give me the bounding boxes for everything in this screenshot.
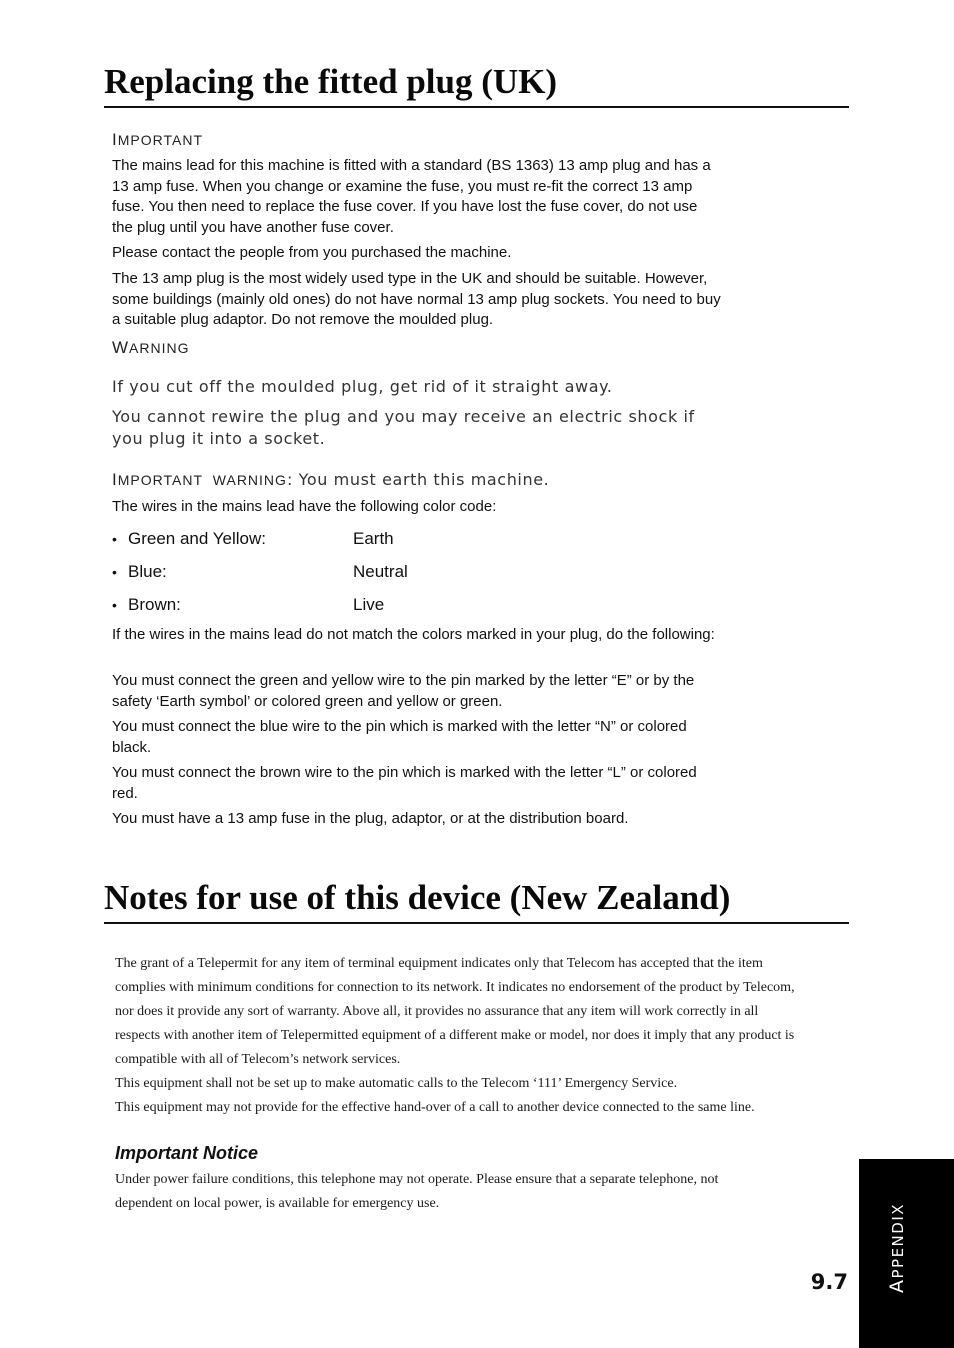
important-notice-heading: Important Notice [115, 1143, 259, 1163]
important-label-cap: I [112, 130, 118, 149]
fuse-paragraph: The mains lead for this machine is fitted with a standard (BS 1363) 13 amp plug and has a 13 amp fuse. When you change or examine the fuse, you must re-fit the correct 13 amp fuse. You then need to replace the fuse cover. If you have lost the fuse cover, do not use the plug until you have another fuse cover. [112, 157, 711, 236]
fuse-location-instruction: You must have a 13 amp fuse in the plug, adaptor, or at the distribution board. [112, 810, 629, 827]
telepermit-paragraph: The grant of a Telepermit for any item of terminal equipment indicates only that Telecom has accepted that the item complies with minimum conditions for connection to its network. It indicates no endorsement of the product by Telecom, nor does it provide any sort of warranty. Above all, it provides no assurance that any item will work correctly in all respects with another item of Telepermitted equipment of a different make or model, nor does it imply that any product is compatible with all of Telecom’s network services. [115, 956, 795, 1067]
bullet: • [112, 531, 117, 547]
bullet: • [112, 564, 117, 580]
important-warning-line [112, 470, 549, 490]
brown-instruction: You must connect the brown wire to the pin which is marked with the letter “L” or colored red. [112, 764, 697, 802]
important-label-rest: MPORTANT [117, 132, 203, 148]
wire-function: Neutral [353, 562, 408, 581]
wire-row-live [112, 594, 532, 616]
uk-section-title: Replacing the fitted plug (UK) [104, 62, 558, 101]
handover-paragraph: This equipment may not provide for the effective hand-over of a call to another device connected to the same line. [115, 1100, 755, 1115]
wire-color: Brown: [128, 595, 181, 614]
warning-label-rest: ARNING [129, 340, 190, 356]
nz-title-rule [104, 922, 849, 924]
color-code-intro: The wires in the mains lead have the following color code: [112, 498, 497, 515]
blue-instruction: You must connect the blue wire to the pin which is marked with the letter “N” or colored black. [112, 718, 687, 756]
wire-function: Earth [353, 529, 394, 548]
iw-rest-2: WARNING [212, 472, 287, 488]
wire-row-earth [112, 528, 532, 550]
wire-color: Green and Yellow: [128, 529, 266, 548]
mismatch-paragraph: If the wires in the mains lead do not match the colors marked in your plug, do the following: [112, 626, 715, 643]
wire-color: Blue: [128, 562, 167, 581]
bullet: • [112, 597, 117, 613]
plug-type-paragraph: The 13 amp plug is the most widely used type in the UK and should be suitable. However, some buildings (mainly old ones) do not have normal 13 amp plug sockets. You need to buy a suitable plug adaptor. Do not remove the moulded plug. [112, 270, 721, 328]
wire-function: Live [353, 595, 385, 614]
page-number: 9.7 [810, 1270, 848, 1294]
iw-rest-1: MPORTANT [117, 472, 203, 488]
appendix-label [871, 1193, 923, 1303]
green-yellow-instruction: You must connect the green and yellow wire to the pin marked by the letter “E” or by the safety ‘Earth symbol’ or colored green and yellow or green. [112, 672, 695, 710]
nz-section-title: Notes for use of this device (New Zealand) [104, 878, 731, 917]
emergency-paragraph: This equipment shall not be set up to make automatic calls to the Telecom ‘111’ Emergency Service. [115, 1076, 678, 1091]
iw-cap: I [112, 470, 118, 489]
wire-row-neutral [112, 561, 532, 583]
uk-title-rule [104, 106, 849, 108]
appendix-label-cap: A [886, 1278, 909, 1294]
warning-label-cap: W [112, 338, 130, 357]
contact-paragraph: Please contact the people from you purchased the machine. [112, 244, 512, 261]
iw-text: : You must earth this machine. [286, 470, 550, 489]
warning-rewire: You cannot rewire the plug and you may receive an electric shock if you plug it into a socket. [112, 407, 695, 448]
warning-cut-plug: If you cut off the moulded plug, get rid of it straight away. [112, 377, 613, 396]
important-label [112, 130, 203, 150]
important-notice-text: Under power failure conditions, this telephone may not operate. Please ensure that a separate telephone, not dependent on local power, is available for emergency use. [115, 1172, 719, 1211]
appendix-side-tab [859, 1159, 954, 1348]
appendix-label-rest: PPENDIX [889, 1202, 908, 1279]
warning-label [112, 338, 190, 358]
